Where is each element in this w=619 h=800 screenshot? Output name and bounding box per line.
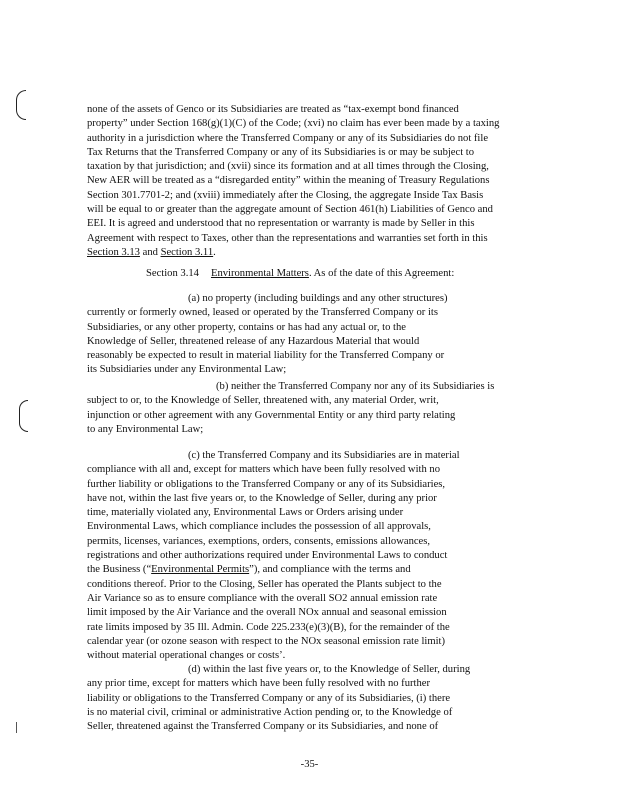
paragraph-c [87,449,529,663]
text-line: will be equal to or greater than the aggregate amount of Section 461(h) Liabilities of Genco and [87,204,493,216]
section-heading [146,267,454,281]
section-heading-rest: . As of the date of this Agreement: [308,268,455,279]
text-line: Section 301.7701-2; and (xviii) immediately after the Closing, the aggregate Inside Tax Basis [87,189,484,201]
text-line-defined-term [87,563,529,577]
text-line: is no material civil, criminal or administrative Action pending or, to the Knowledge of [87,706,453,718]
text-line: reasonably be expected to result in material liability for the Transferred Company or [87,350,445,362]
margin-bracket-middle [19,400,28,432]
text-line: none of the assets of Genco or its Subsidiaries are treated as “tax-exempt bond financed [87,104,459,115]
connector-text: and [139,246,161,258]
section-ref: Section 3.13 [87,246,140,258]
text-fragment: ”), and compliance with the terms and [249,564,411,576]
text-line: Environmental Laws, which compliance includes the possession of all approvals, [87,521,431,533]
text-line: liability or obligations to the Transferred Company or any of its Subsidiaries, (i) there [87,692,451,704]
text-line: time, materially violated any, Environmental Laws or Orders arising under [87,507,404,519]
text-line: Tax Returns that the Transferred Company or any of its Subsidiaries is or may be subject to [87,146,475,158]
paragraph-d [87,663,529,734]
paragraph-b [87,380,529,437]
section-ref: Section 3.11 [160,246,214,258]
text-line: (c) the Transferred Company and its Subsidiaries are in material [188,450,460,461]
text-line: subject to or, to the Knowledge of Seller, threatened with, any material Order, writ, [87,395,439,407]
text-line: rate limits imposed by 35 Ill. Admin. Code 225.233(e)(3)(B), for the remainder of the [87,621,450,633]
text-line: authority in a jurisdiction where the Transferred Company or any of its Subsidiaries do not file [87,132,489,144]
text-line: have not, within the last five years or, to the Knowledge of Seller, during any prior [87,492,437,504]
text-line: (a) no property (including buildings and any other structures) [188,293,448,304]
text-line: EEI. It is agreed and understood that no representation or warranty is made by Seller in this [87,218,475,230]
text-line: any prior time, except for matters which have been fully resolved with no further [87,678,431,690]
paragraph-a [87,292,529,378]
text-line: Seller, threatened against the Transferred Company or its Subsidiaries, and none of [87,721,439,733]
text-line: registrations and other authorizations required under Environmental Laws to conduct [87,550,448,562]
period-text: . [213,246,216,258]
text-line: currently or formerly owned, leased or operated by the Transferred Company or its [87,307,438,319]
text-line: property” under Section 168(g)(1)(C) of the Code; (xvi) no claim has ever been made by a taxing [87,118,500,130]
text-line: its Subsidiaries under any Environmental Law; [87,364,287,376]
text-line: (b) neither the Transferred Company nor any of its Subsidiaries is [216,381,495,392]
text-fragment: the Business (“ [87,564,152,576]
text-line: conditions thereof. Prior to the Closing, Seller has operated the Plants subject to the [87,578,442,590]
text-line: (d) within the last five years or, to the Knowledge of Seller, during [188,664,471,675]
text-line: without material operational changes or costs’. [87,650,286,662]
text-line: Knowledge of Seller, threatened release of any Hazardous Material that would [87,335,420,347]
text-line: further liability or obligations to the Transferred Company or any of its Subsidiaries, [87,478,446,490]
text-line: Subsidiaries, or any other property, contains or has had any actual or, to the [87,321,406,333]
text-line: New AER will be treated as a “disregarded entity” within the meaning of Treasury Regulations [87,175,490,187]
text-line: to any Environmental Law; [87,423,204,435]
defined-term: Environmental Permits [151,564,250,576]
margin-bracket-top [16,90,26,120]
text-line: compliance with all and, except for matters which have been fully resolved with no [87,464,441,476]
text-line: permits, licenses, variances, exemptions, orders, consents, emissions allowances, [87,535,431,547]
text-line: calendar year (or ozone season with respect to the NOx seasonal emission rate limit) [87,635,446,647]
text-line: taxation by that jurisdiction; and (xvii) since its formation and at all times through the Closing, [87,161,489,173]
text-line-last [87,246,529,260]
margin-mark-bottom [16,722,20,733]
section-number: Section 3.14 [146,268,199,279]
text-line: Agreement with respect to Taxes, other than the representations and warranties set forth in this [87,232,488,244]
text-line: injunction or other agreement with any Governmental Entity or any third party relating [87,409,456,421]
text-line: Air Variance so as to ensure compliance with the overall SO2 annual emission rate [87,592,438,604]
intro-paragraph [87,103,529,260]
page-number: -35- [300,759,319,770]
text-line: limit imposed by the Air Variance and the overall NOx annual and seasonal emission [87,607,447,619]
section-title: Environmental Matters [210,268,309,279]
